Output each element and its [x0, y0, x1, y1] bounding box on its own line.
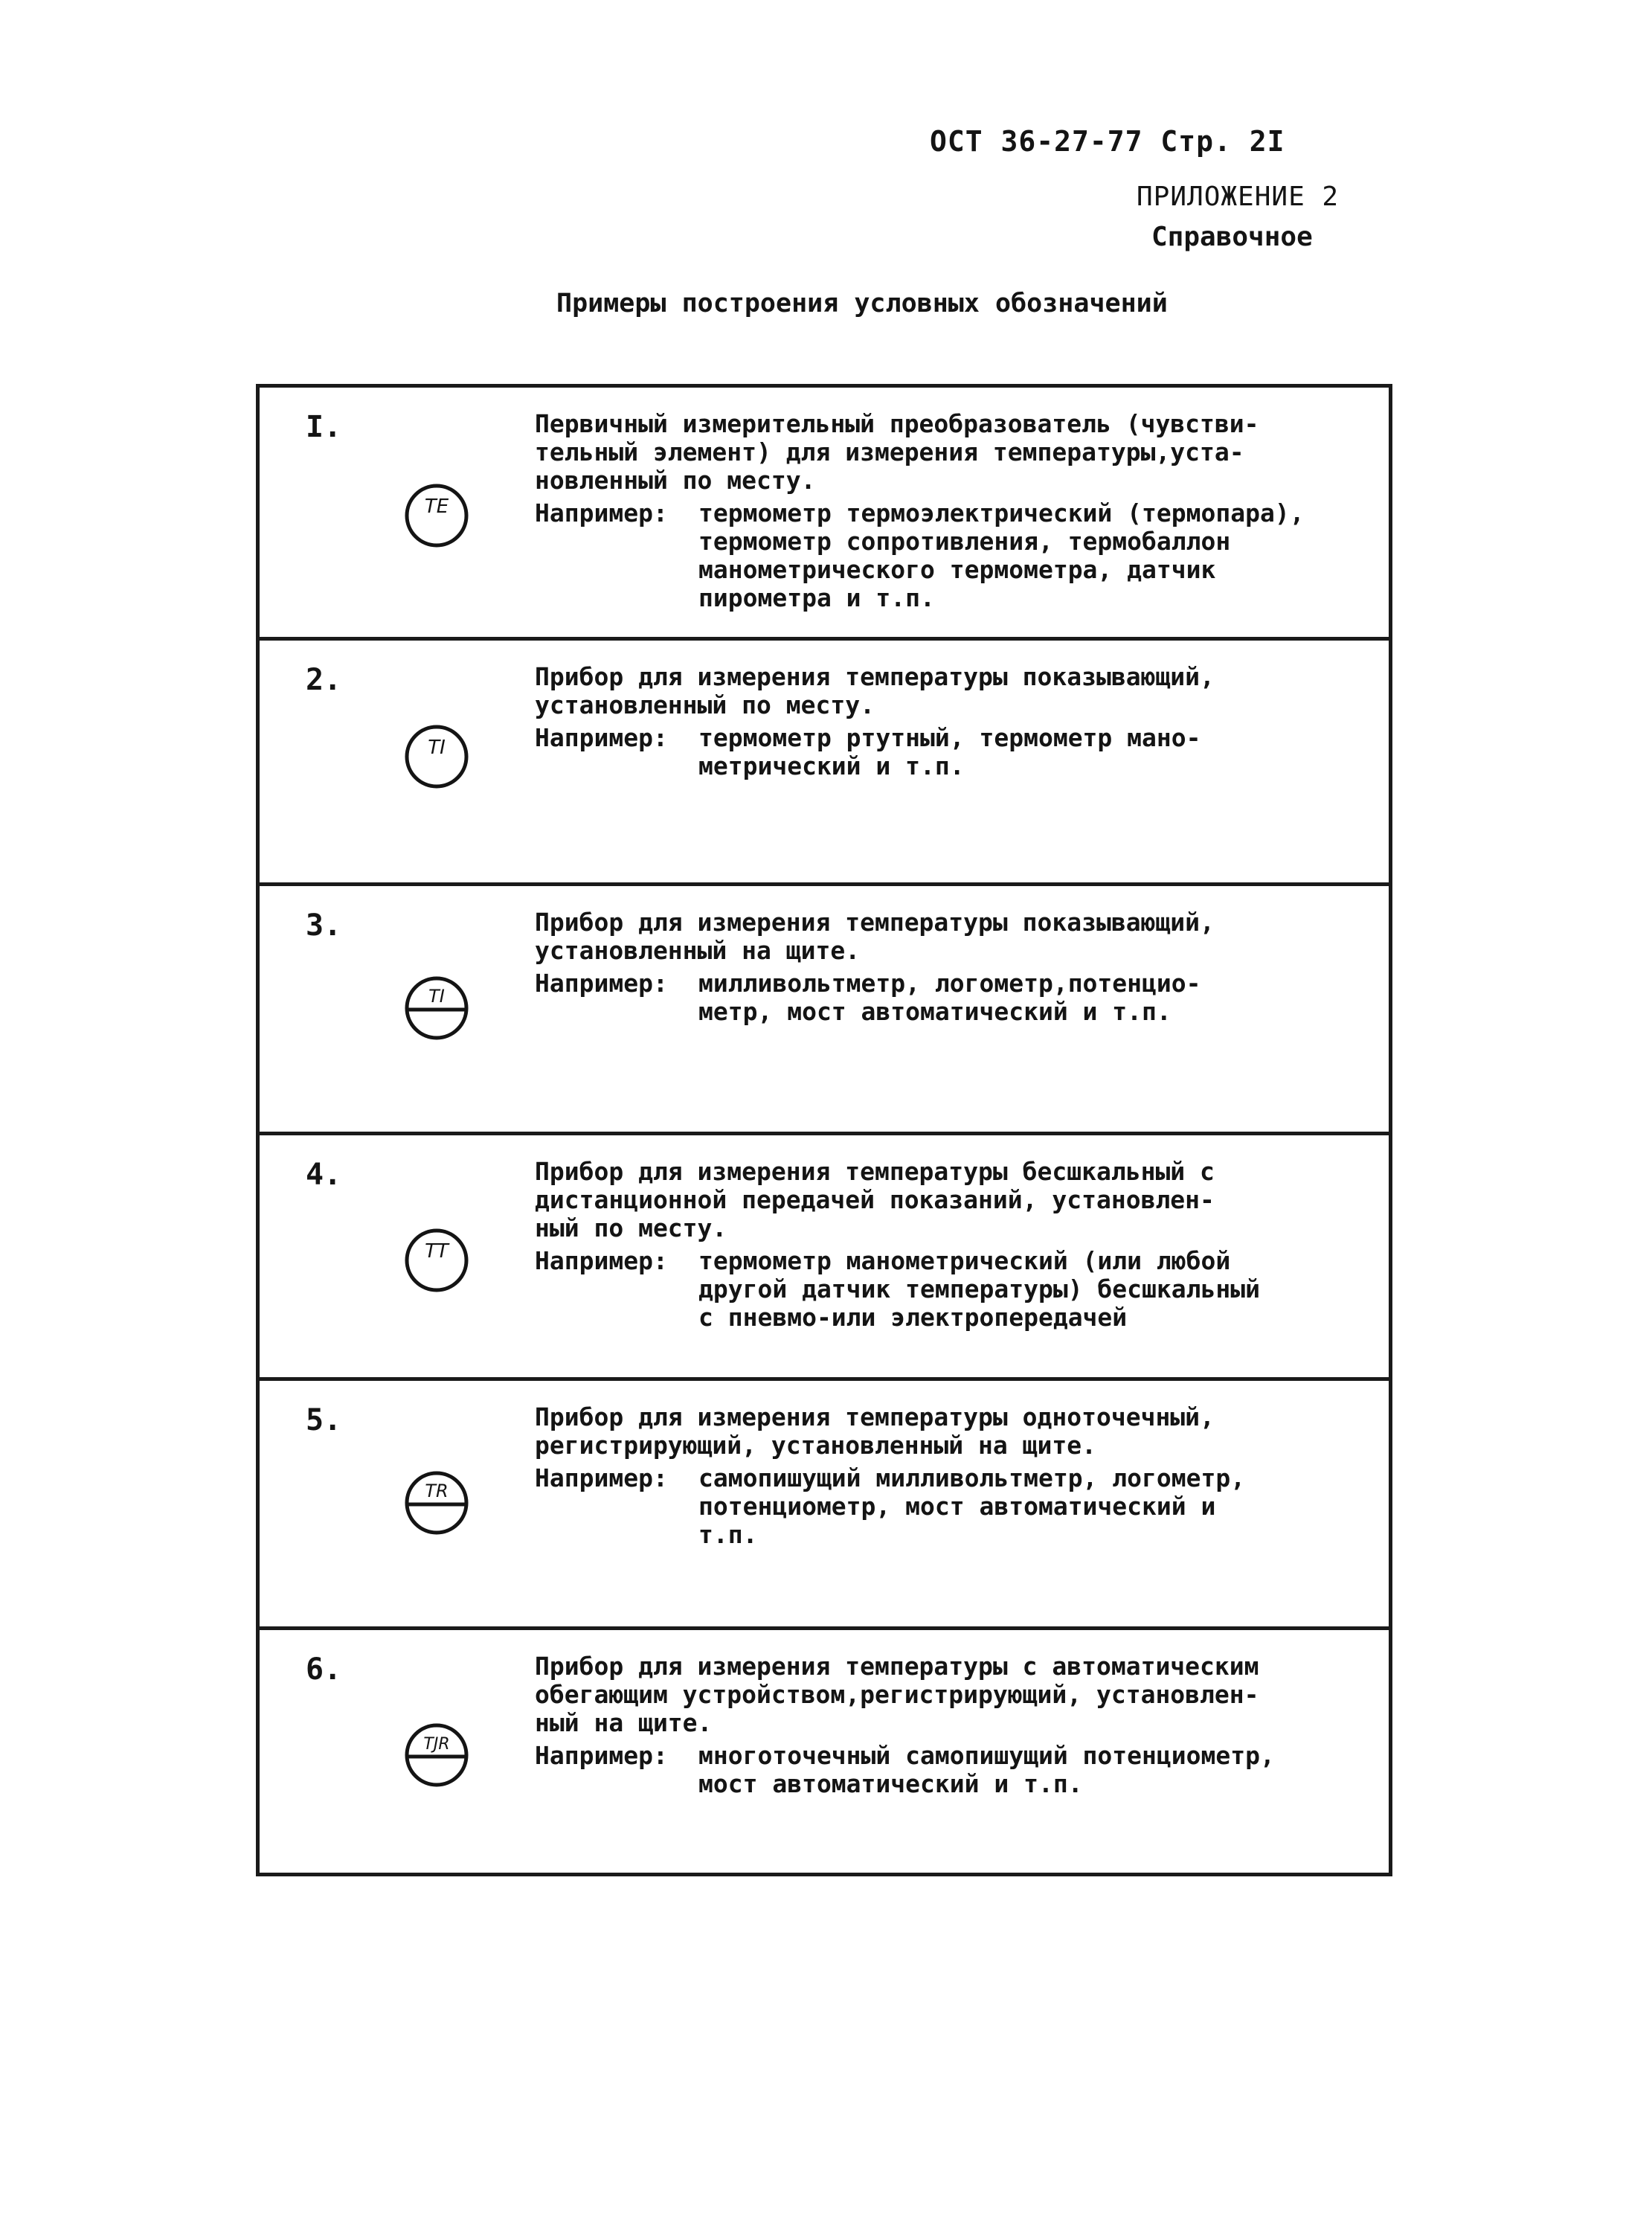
- row-description: [535, 908, 1375, 1026]
- panel-instrument-circle-icon: [402, 1469, 471, 1537]
- symbol-code: TI: [428, 986, 445, 1007]
- row-description: [535, 1403, 1375, 1549]
- example-block: [535, 724, 1375, 780]
- row-number: 6.: [306, 1652, 342, 1687]
- example-label: Например:: [535, 969, 668, 998]
- local-instrument-circle-icon: [402, 1226, 471, 1295]
- symbol-code: TJR: [423, 1735, 450, 1754]
- table-row: [260, 637, 1389, 882]
- page-title: Примеры построения условных обозначений: [556, 289, 1168, 318]
- description-text: Прибор для измерения температуры показывающий, установленный по месту.: [535, 662, 1215, 719]
- example-text: термометр манометрический (или любой другой датчик температуры) бесшкальный с пневмо-или электропередачей: [698, 1246, 1260, 1332]
- panel-instrument-circle-icon: [402, 1721, 471, 1789]
- description-text: Прибор для измерения температуры бесшкальный с дистанционной передачей показаний, установлен- ный по месту.: [535, 1157, 1215, 1242]
- row-number: 4.: [306, 1158, 342, 1192]
- example-label: Например:: [535, 1246, 668, 1275]
- local-instrument-circle-icon: [402, 722, 471, 791]
- row-number: 5.: [306, 1403, 342, 1437]
- panel-instrument-circle-icon: [402, 974, 471, 1042]
- row-description: [535, 663, 1375, 780]
- example-block: [535, 969, 1375, 1026]
- table-row: [260, 1377, 1389, 1626]
- example-block: [535, 1742, 1375, 1798]
- row-description: [535, 1158, 1375, 1332]
- row-number: 2.: [306, 663, 342, 697]
- example-label: Например:: [535, 1741, 668, 1770]
- example-label: Например:: [535, 498, 668, 527]
- row-description: [535, 410, 1375, 612]
- row-number: 3.: [306, 908, 342, 943]
- local-instrument-circle-icon: [402, 481, 471, 550]
- example-block: [535, 1247, 1375, 1332]
- symbol-code: TE: [424, 496, 449, 518]
- table-row: [260, 1626, 1389, 1873]
- description-text: Первичный измерительный преобразователь (чувстви- тельный элемент) для измерения температуры,уста- новленный по месту.: [535, 409, 1259, 495]
- description-text: Прибор для измерения температуры с автоматическим обегающим устройством,регистрирующий, установлен- ный на щите.: [535, 1652, 1259, 1737]
- table-row: [260, 882, 1389, 1132]
- example-block: [535, 499, 1375, 612]
- table-row: [260, 388, 1389, 637]
- description-text: Прибор для измерения температуры одноточечный, регистрирующий, установленный на щите.: [535, 1402, 1215, 1460]
- annex-type: Справочное: [1151, 222, 1313, 252]
- symbol-code: TR: [425, 1481, 449, 1501]
- row-number: I.: [306, 410, 342, 444]
- annex-label: ПРИЛОЖЕНИЕ 2: [1137, 182, 1340, 212]
- symbol-code: TT: [425, 1240, 449, 1263]
- table-row: [260, 1132, 1389, 1377]
- example-block: [535, 1464, 1375, 1549]
- example-text: термометр термоэлектрический (термопара), термометр сопротивления, термобаллон манометрического термометра, датчик пирометра и т.п.: [698, 498, 1305, 612]
- row-description: [535, 1652, 1375, 1798]
- document-code: ОСТ 36-27-77 Стр. 2I: [930, 125, 1285, 158]
- example-text: многоточечный самопишущий потенциометр, мост автоматический и т.п.: [698, 1741, 1275, 1798]
- examples-table: [256, 384, 1392, 1876]
- description-text: Прибор для измерения температуры показывающий, установленный на щите.: [535, 908, 1215, 965]
- example-label: Например:: [535, 1463, 668, 1492]
- example-text: милливольтметр, логометр,потенцио- метр, мост автоматический и т.п.: [698, 969, 1201, 1026]
- symbol-code: TI: [428, 737, 446, 759]
- example-text: самопишущий милливольтметр, логометр, потенциометр, мост автоматический и т.п.: [698, 1463, 1246, 1549]
- example-text: термометр ртутный, термометр мано- метрический и т.п.: [698, 723, 1201, 780]
- example-label: Например:: [535, 723, 668, 752]
